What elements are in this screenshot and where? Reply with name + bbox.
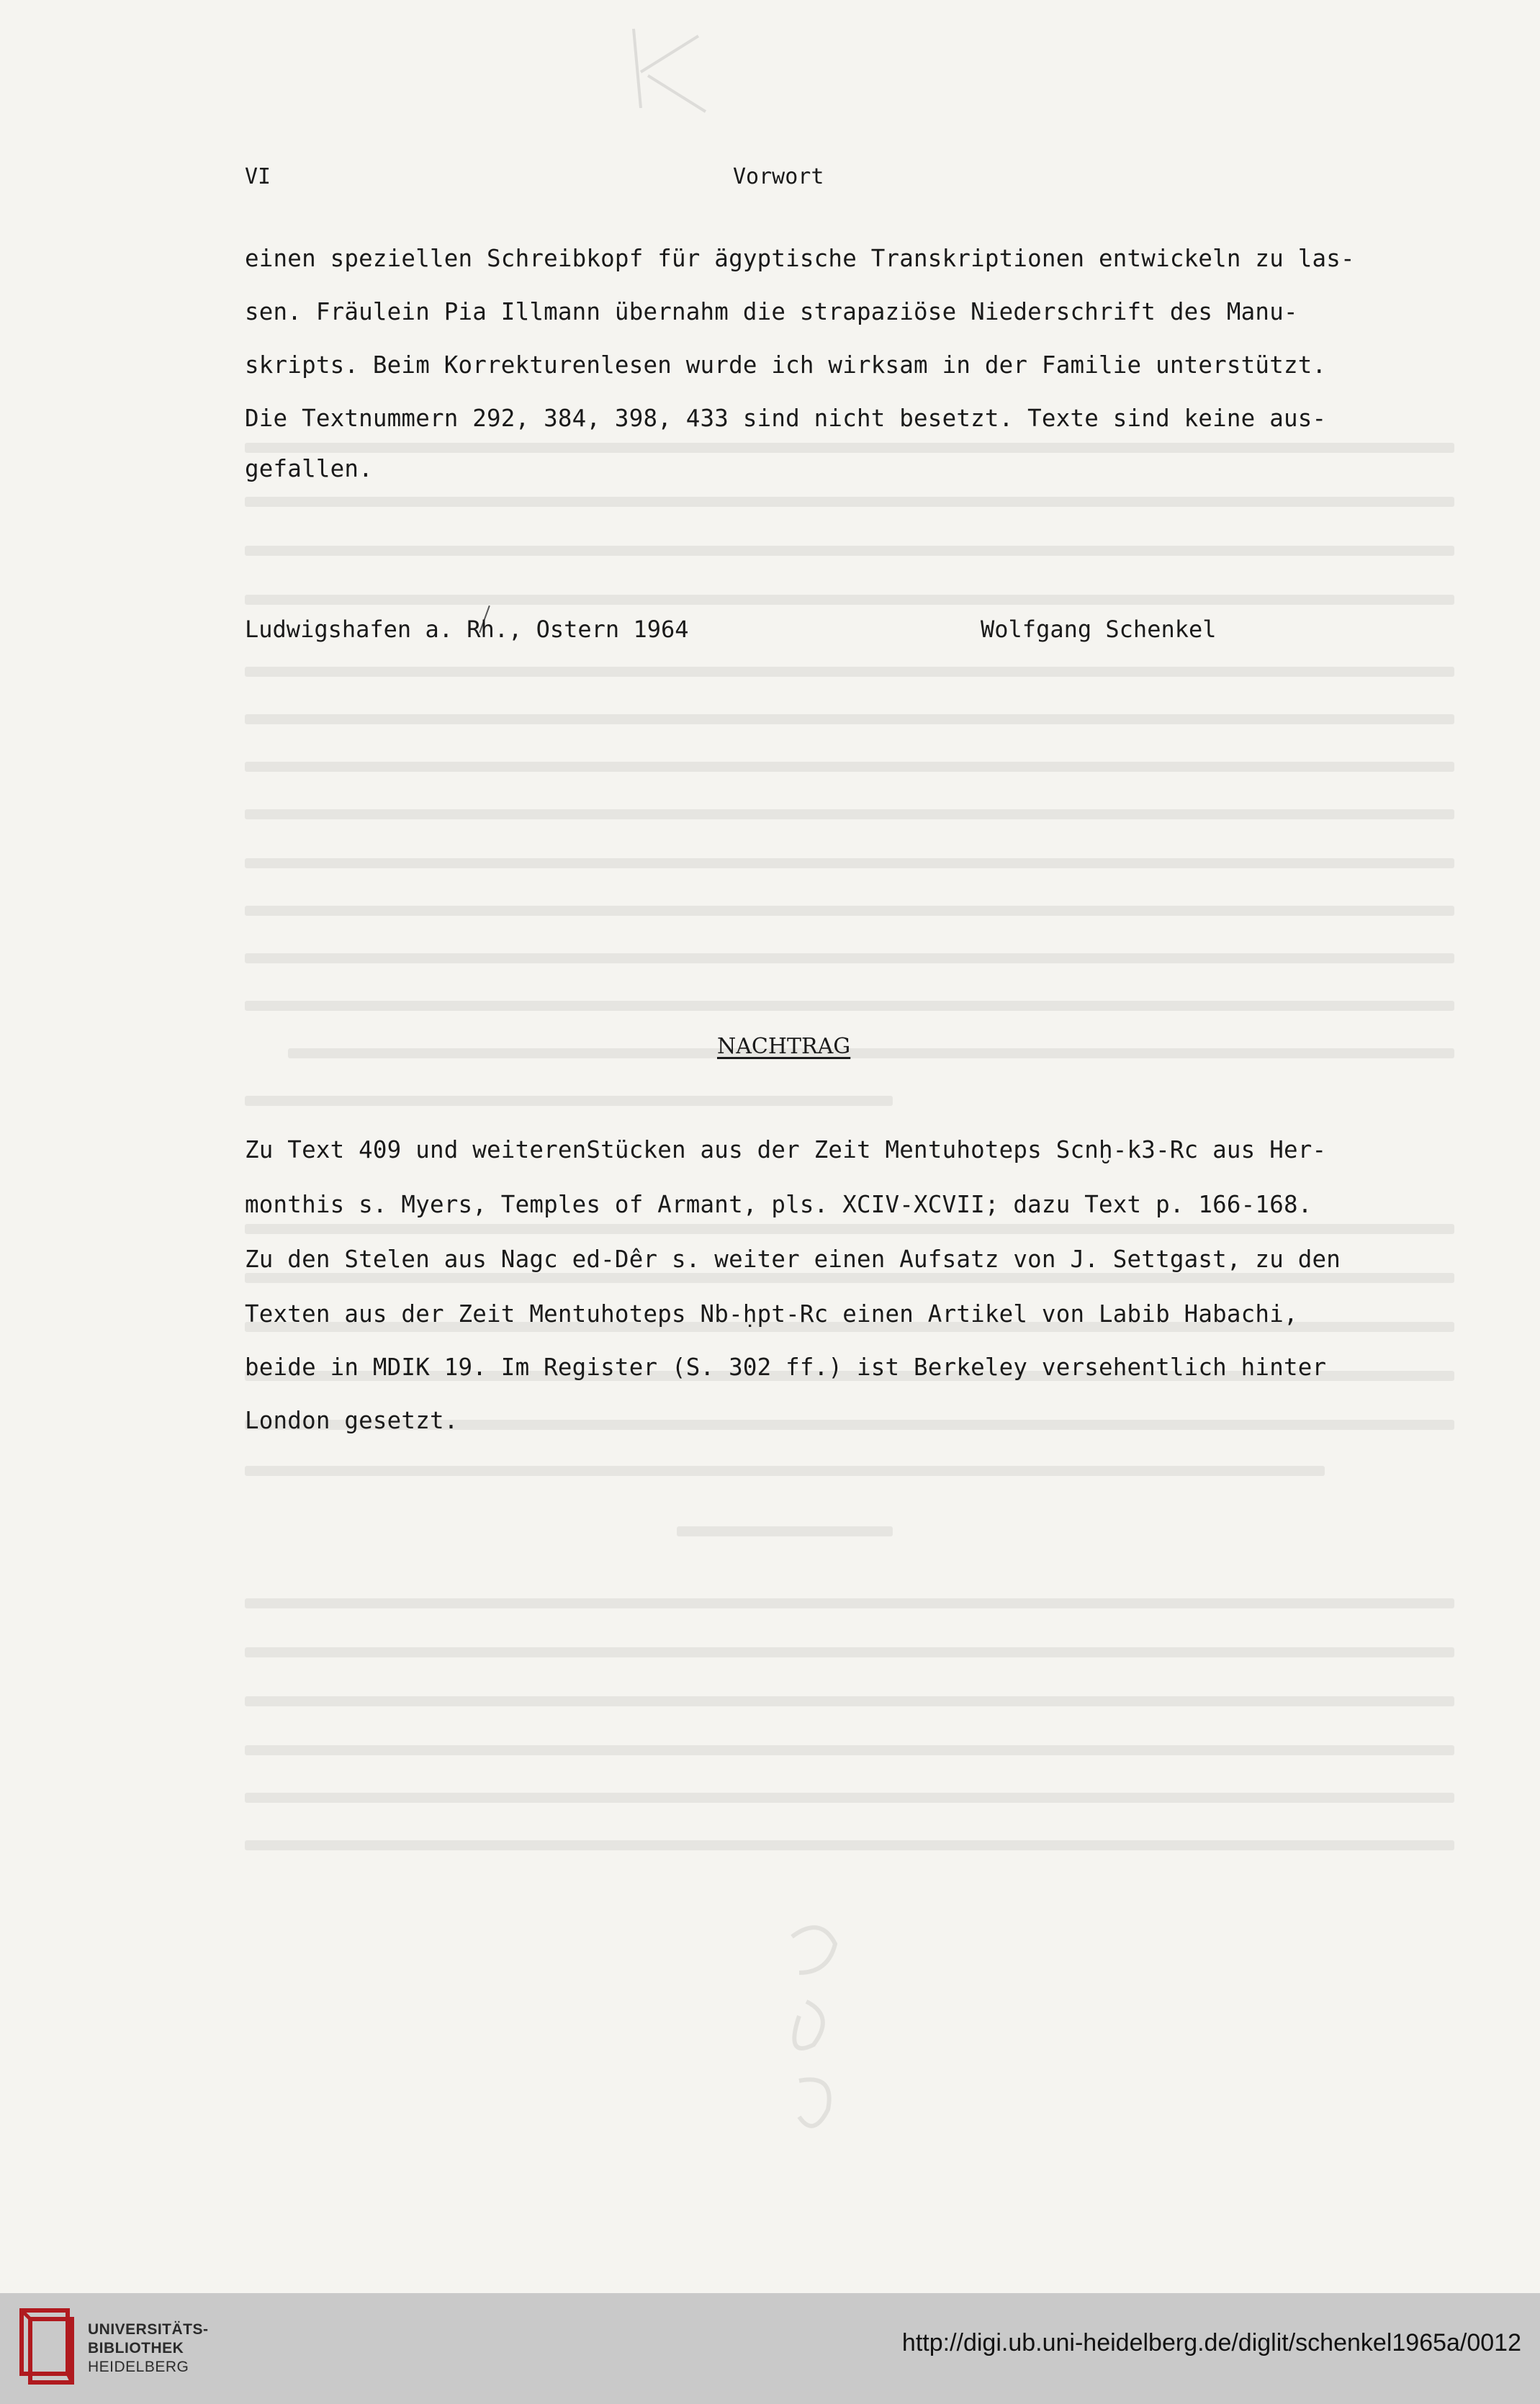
signature-author: Wolfgang Schenkel xyxy=(981,616,1217,643)
section-title: NACHTRAG xyxy=(717,1034,851,1059)
text-line: Zu Text 409 und weiterenStücken aus der Zeit Mentuhoteps Scnḫ-k3-Rc aus Her- xyxy=(245,1136,1327,1163)
page-number: VI xyxy=(245,164,271,189)
text-line: einen speziellen Schreibkopf für ägyptische Transkriptionen entwickeln zu las- xyxy=(245,245,1355,272)
signature-place-date: Ludwigshafen a. Rh., Ostern 1964 xyxy=(245,616,689,643)
library-name-line: BIBLIOTHEK xyxy=(88,2340,184,2356)
library-name xyxy=(88,2320,209,2377)
text-line: sen. Fräulein Pia Illmann übernahm die strapaziöse Niederschrift des Manu- xyxy=(245,298,1298,325)
pencil-annotation xyxy=(763,1915,864,2153)
text-line: gefallen. xyxy=(245,455,373,482)
text-line: monthis s. Myers, Temples of Armant, pls. XCIV-XCVII; dazu Text p. 166-168. xyxy=(245,1191,1312,1218)
library-name-line: UNIVERSITÄTS- xyxy=(88,2321,209,2338)
library-name-line: HEIDELBERG xyxy=(88,2359,189,2375)
university-library-logo-icon xyxy=(19,2308,79,2388)
footer-bar xyxy=(0,2293,1540,2404)
pencil-mark xyxy=(619,22,734,122)
text-line: Die Textnummern 292, 384, 398, 433 sind nicht besetzt. Texte sind keine aus- xyxy=(245,405,1327,432)
text-line: beide in MDIK 19. Im Register (S. 302 ff.) ist Berkeley versehentlich hinter xyxy=(245,1354,1327,1381)
text-line: Texten aus der Zeit Mentuhoteps Nb-ḥpt-Rc einen Artikel von Labib Habachi, xyxy=(245,1300,1298,1328)
text-line: skripts. Beim Korrekturenlesen wurde ich wirksam in der Familie unterstützt. xyxy=(245,351,1327,379)
text-line: Zu den Stelen aus Nagc ed-Dêr s. weiter einen Aufsatz von J. Settgast, zu den xyxy=(245,1246,1341,1273)
text-line: London gesetzt. xyxy=(245,1407,459,1434)
running-head: Vorwort xyxy=(733,164,824,189)
permalink-url[interactable]: http://digi.ub.uni-heidelberg.de/diglit/schenkel1965a/0012 xyxy=(901,2329,1521,2356)
